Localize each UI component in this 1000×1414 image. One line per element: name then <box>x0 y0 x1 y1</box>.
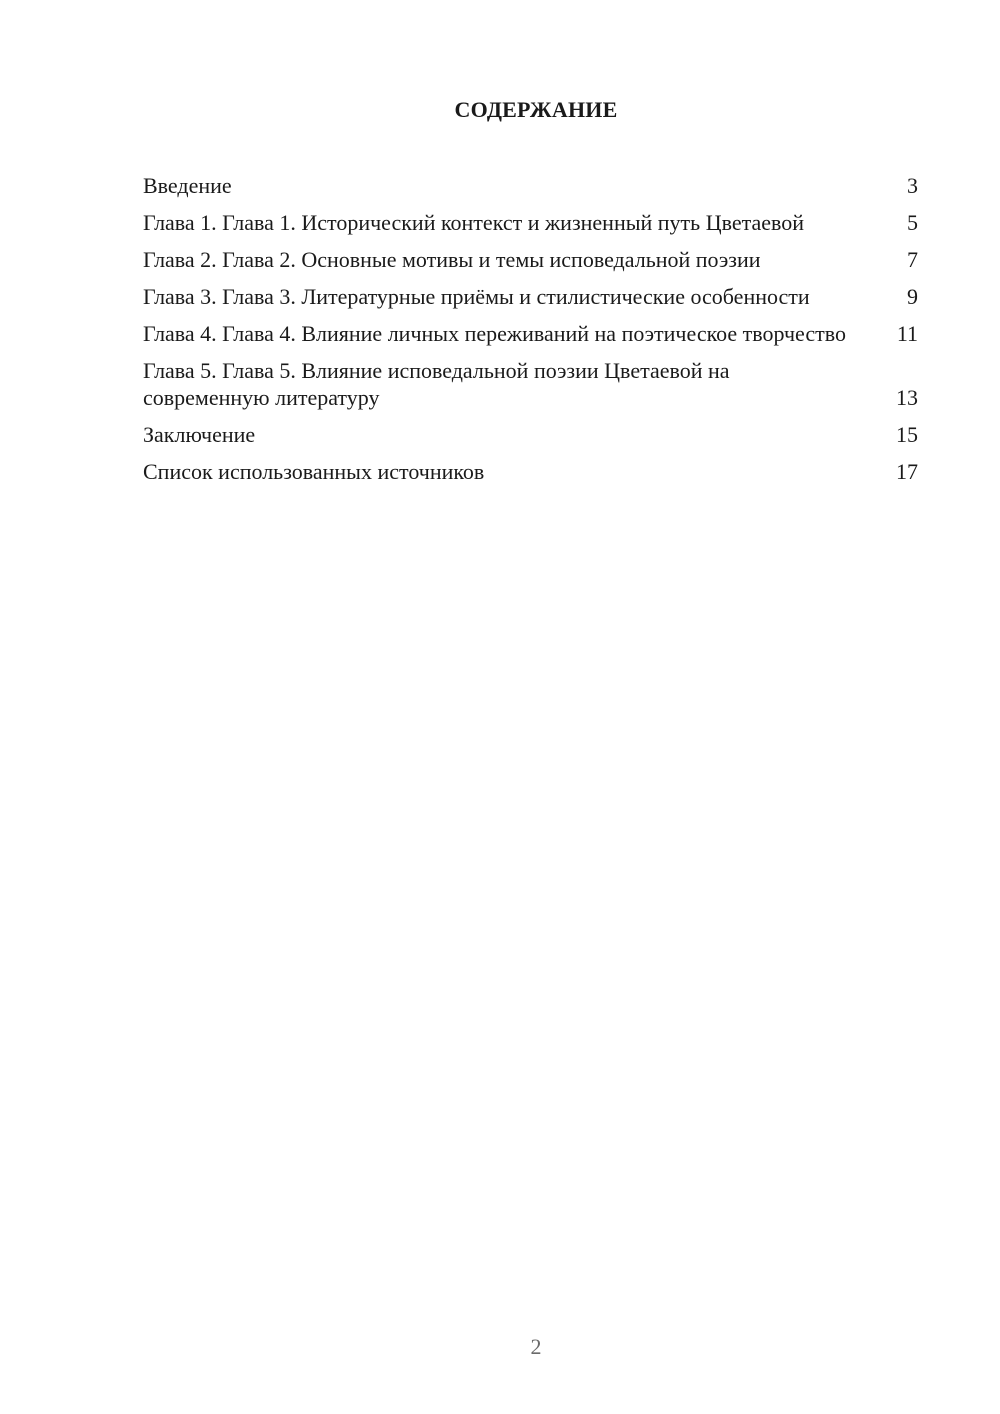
toc-entry-chapter-5[interactable] <box>143 357 918 411</box>
toc-entry-label: Заключение <box>143 422 256 447</box>
toc-entry-label: Глава 2. Глава 2. Основные мотивы и темы исповедальной поэзии <box>143 247 761 272</box>
toc-entry-label: Введение <box>143 173 232 198</box>
toc-entry-label: Глава 4. Глава 4. Влияние личных переживаний на поэтическое творчество <box>143 321 846 346</box>
toc-entry-page: 11 <box>896 321 918 346</box>
toc-entry-chapter-1[interactable] <box>143 209 918 236</box>
toc-entry-page: 15 <box>896 422 918 447</box>
toc-entry-label: Глава 3. Глава 3. Литературные приёмы и стилистические особенности <box>143 284 810 309</box>
toc-entry-label: Список использованных источников <box>143 459 485 484</box>
toc-entry-page: 3 <box>907 173 918 198</box>
toc-entry-chapter-4[interactable] <box>143 320 918 347</box>
toc-entry-introduction[interactable] <box>143 172 918 199</box>
toc-entry-label: Глава 5. Глава 5. Влияние исповедальной поэзии Цветаевой на современную литературу <box>143 358 730 410</box>
table-of-contents <box>143 172 918 485</box>
toc-entry-references[interactable] <box>143 458 918 485</box>
toc-entry-page: 5 <box>907 210 918 235</box>
page-number: 2 <box>530 1334 542 1359</box>
toc-entry-chapter-3[interactable] <box>143 283 918 310</box>
toc-title: СОДЕРЖАНИЕ <box>454 97 618 122</box>
toc-entry-label: Глава 1. Глава 1. Исторический контекст и жизненный путь Цветаевой <box>143 210 805 235</box>
toc-entry-page: 13 <box>896 385 918 410</box>
toc-entry-chapter-2[interactable] <box>143 246 918 273</box>
toc-entry-page: 7 <box>907 247 918 272</box>
toc-entry-page: 17 <box>896 459 918 484</box>
toc-entry-page: 9 <box>907 284 918 309</box>
toc-entry-conclusion[interactable] <box>143 421 918 448</box>
